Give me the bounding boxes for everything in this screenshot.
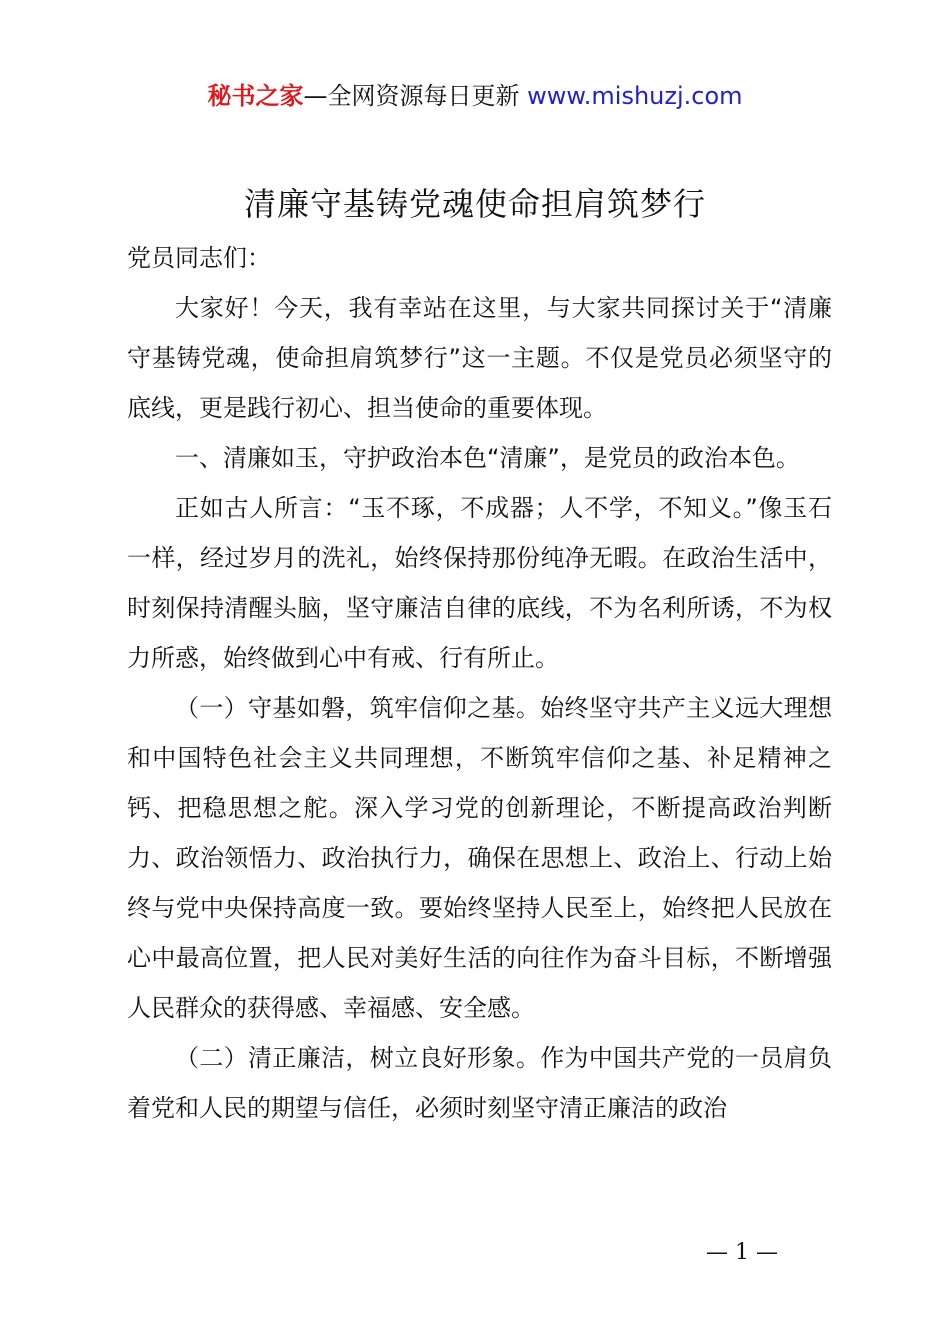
paragraph: 大家好！今天，我有幸站在这里，与大家共同探讨关于“清廉守基铸党魂，使命担肩筑梦行”这一主题。不仅是党员必须坚守的底线，更是践行初心、担当使命的重要体现。 <box>127 294 832 422</box>
document-title: 清廉守基铸党魂使命担肩筑梦行 <box>243 185 706 223</box>
page-number: — 1 — <box>706 1240 778 1265</box>
site-slogan: —全网资源每日更新 <box>303 82 528 110</box>
site-url-link[interactable]: www.mishuzj.com <box>527 82 743 110</box>
site-brand: 秘书之家 <box>207 82 304 110</box>
document-body <box>127 233 832 1133</box>
subsection-paragraph: （二）清正廉洁，树立良好形象。作为中国共产党的一员肩负着党和人民的期望与信任，必须时刻坚守清正廉洁的政治 <box>127 1044 832 1122</box>
section-heading: 一、清廉如玉，守护政治本色“清廉”，是党员的政治本色。 <box>175 444 800 472</box>
salutation: 党员同志们： <box>127 244 271 272</box>
paragraph: 正如古人所言：“玉不琢，不成器；人不学，不知义。”像玉石一样，经过岁月的洗礼，始终保持那份纯净无暇。在政治生活中，时刻保持清醒头脑，坚守廉洁自律的底线，不为名利所诱，不为权力所惑，始终做到心中有戒、行有所止。 <box>127 494 832 672</box>
site-header <box>0 80 950 112</box>
subsection-paragraph: （一）守基如磐，筑牢信仰之基。始终坚守共产主义远大理想和中国特色社会主义共同理想，不断筑牢信仰之基、补足精神之钙、把稳思想之舵。深入学习党的创新理论，不断提高政治判断力、政治领悟力、政治执行力，确保在思想上、政治上、行动上始终与党中央保持高度一致。要始终坚持人民至上，始终把人民放在心中最高位置，把人民对美好生活的向往作为奋斗目标，不断增强人民群众的获得感、幸福感、安全感。 <box>127 694 832 1022</box>
